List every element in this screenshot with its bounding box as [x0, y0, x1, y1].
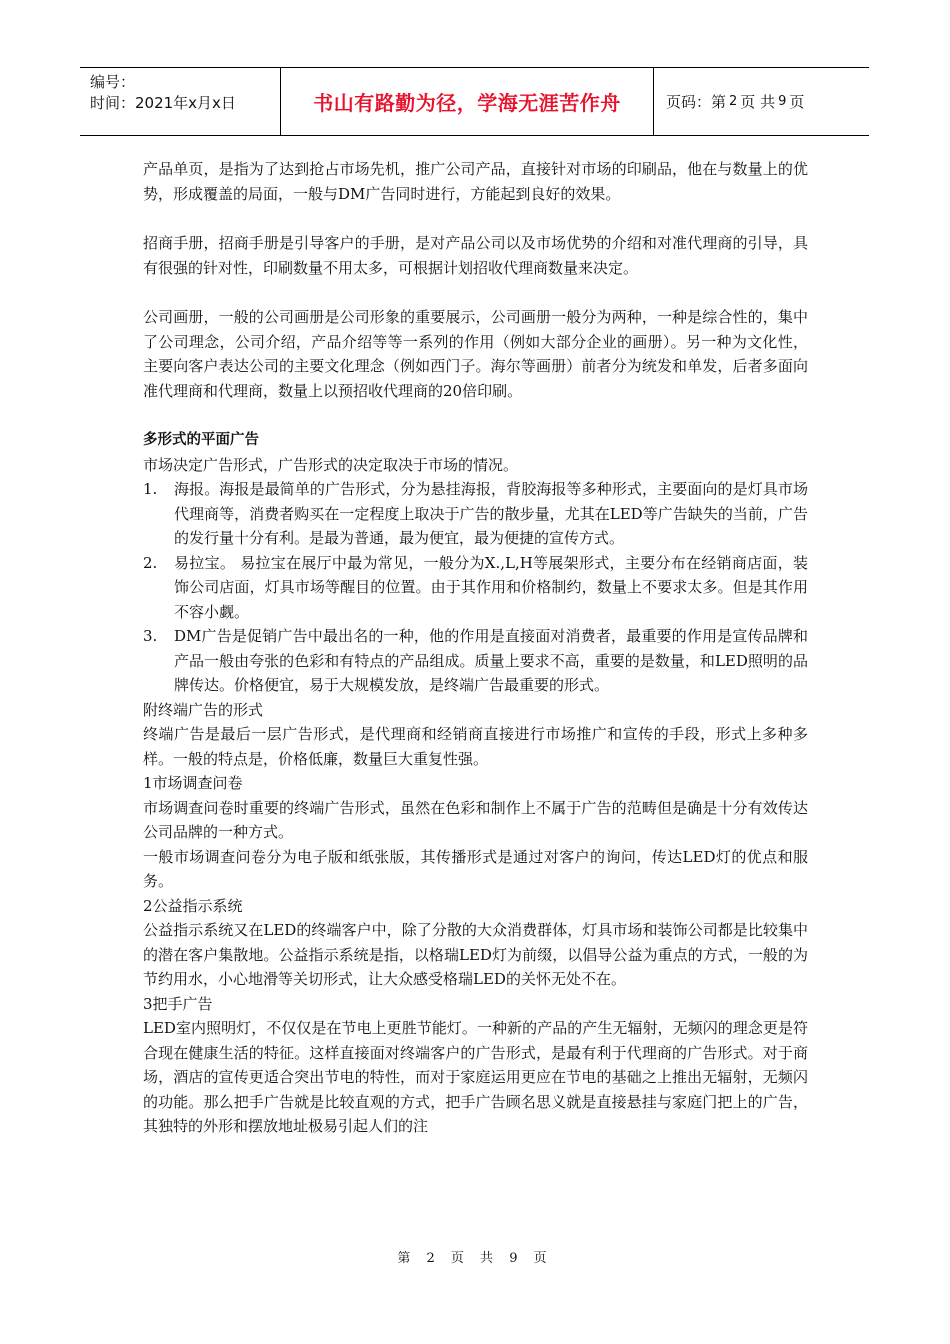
- header-page-number: [654, 68, 869, 135]
- document-body: [143, 157, 808, 1139]
- list-item-text: 海报。海报是最简单的广告形式，分为悬挂海报，背胶海报等多种形式，主要面向的是灯具市场代理商等，消费者购买在一定程度上取决于广告的散步量，尤其在LED等广告缺失的当前，广告的发行量十分有利。是最为普通，最为便宜，最为便捷的宣传方式。: [174, 480, 808, 547]
- list-marker: 1.: [143, 480, 158, 498]
- paragraph-investment-manual: 招商手册，招商手册是引导客户的手册，是对产品公司以及市场优势的介绍和对准代理商的引导，具有很强的针对性，印刷数量不用太多，可根据计划招收代理商数量来决定。: [143, 234, 808, 277]
- subsection-title-signage: 2公益指示系统: [143, 896, 243, 915]
- page-suffix: 页: [789, 93, 805, 111]
- paragraph-company-brochure: 公司画册，一般的公司画册是公司形象的重要展示，公司画册一般分为两种，一种是综合性的，集中了公司理念，公司介绍，产品介绍等等一系列的作用（例如大部分企业的画册）。另一种为文化性，主要向客户表达公司的主要文化理念（例如西门子。海尔等画册）前者分为统发和单发，后者多面向准代理商和代理商，数量上以预招收代理商的20倍印刷。: [143, 308, 808, 400]
- page-middle: 页 共: [740, 93, 776, 111]
- paragraph-survey-1: 市场调查问卷时重要的终端广告形式，虽然在色彩和制作上不属于广告的范畴但是确是十分有效传达公司品牌的一种方式。: [143, 798, 808, 841]
- page-current: 2: [729, 94, 738, 109]
- subsection-title-handle-ads: 3把手广告: [143, 994, 213, 1013]
- paragraph-handle-ads: LED室内照明灯，不仅仅是在节电上更胜节能灯。一种新的产品的产生无辐射，无频闪的理念更是符合现在健康生活的特征。这样直接面对终端客户的广告形式，是最有利于代理商的广告形式。对于商场，酒店的宣传更适合突出节电的特性，而对于家庭运用更应在节电的基础之上推出无辐射，无频闪的功能。那么把手广告就是比较直观的方式，把手广告顾名思义就是直接悬挂与家庭门把上的广告，其独特的外形和摆放地址极易引起人们的注: [143, 1019, 808, 1135]
- page-footer: 第 2 页 共 9 页: [397, 1251, 553, 1266]
- page-prefix: 页码：第: [666, 93, 727, 111]
- paragraph-signage: 公益指示系统又在LED的终端客户中，除了分散的大众消费群体，灯具市场和装饰公司都是比较集中的潜在客户集散地。公益指示系统是指，以格瑞LED灯为前缀，以倡导公益为重点的方式，一般的为 节约用水，小心地滑等关切形式，让大众感受格瑞LED的关怀无处不在。: [143, 921, 808, 988]
- list-item-text: DM广告是促销广告中最出名的一种，他的作用是直接面对消费者，最重要的作用是宣传品牌和产品一般由夸张的色彩和有特点的产品组成。质量上要求不高，重要的是数量，和LED照明的品牌传达。价格便宜，易于大规模发放，是终端广告最重要的形式。: [174, 627, 808, 694]
- list-item-text: 易拉宝。 易拉宝在展厅中最为常见，一般分为X.,L,H等展架形式，主要分布在经销商店面，装饰公司店面，灯具市场等醒目的位置。由于其作用和价格制约，数量上不要求太多。但是其作用不容小觑。: [174, 553, 808, 621]
- list-item: [143, 477, 808, 551]
- list-item: [143, 624, 808, 698]
- paragraph-survey-2: 一般市场调查问卷分为电子版和纸张版，其传播形式是通过对客户的询问，传达LED灯的优点和服务。: [143, 847, 808, 890]
- list-marker: 2.: [143, 553, 158, 572]
- section-heading: 多形式的平面广告: [143, 432, 259, 448]
- page-total: 9: [778, 94, 787, 109]
- section-intro: 市场决定广告形式，广告形式的决定取决于市场的情况。: [143, 455, 519, 474]
- ad-forms-list: [143, 477, 808, 698]
- list-marker: 3.: [143, 627, 158, 645]
- header-motto: 书山有路勤为径，学海无涯苦作舟: [280, 68, 654, 135]
- date-label: 时间：2021年x月x日: [90, 94, 236, 112]
- subsection-title-survey: 1市场调查问卷: [143, 774, 243, 792]
- sub-heading: 附终端广告的形式: [143, 700, 264, 719]
- list-item: [143, 551, 808, 625]
- header-meta: [80, 68, 280, 135]
- paragraph-product-sheet: 产品单页，是指为了达到抢占市场先机，推广公司产品，直接针对市场的印刷品，他在与数量上的优势，形成覆盖的局面，一般与DM广告同时进行，方能起到良好的效果。: [143, 160, 808, 203]
- page-header: [80, 67, 869, 136]
- number-label: 编号：: [90, 73, 136, 91]
- paragraph-terminal-ads: 终端广告是最后一层广告形式，是代理商和经销商直接进行市场推广和宣传的手段，形式上多种多样。一般的特点是，价格低廉，数量巨大重复性强。: [143, 725, 808, 768]
